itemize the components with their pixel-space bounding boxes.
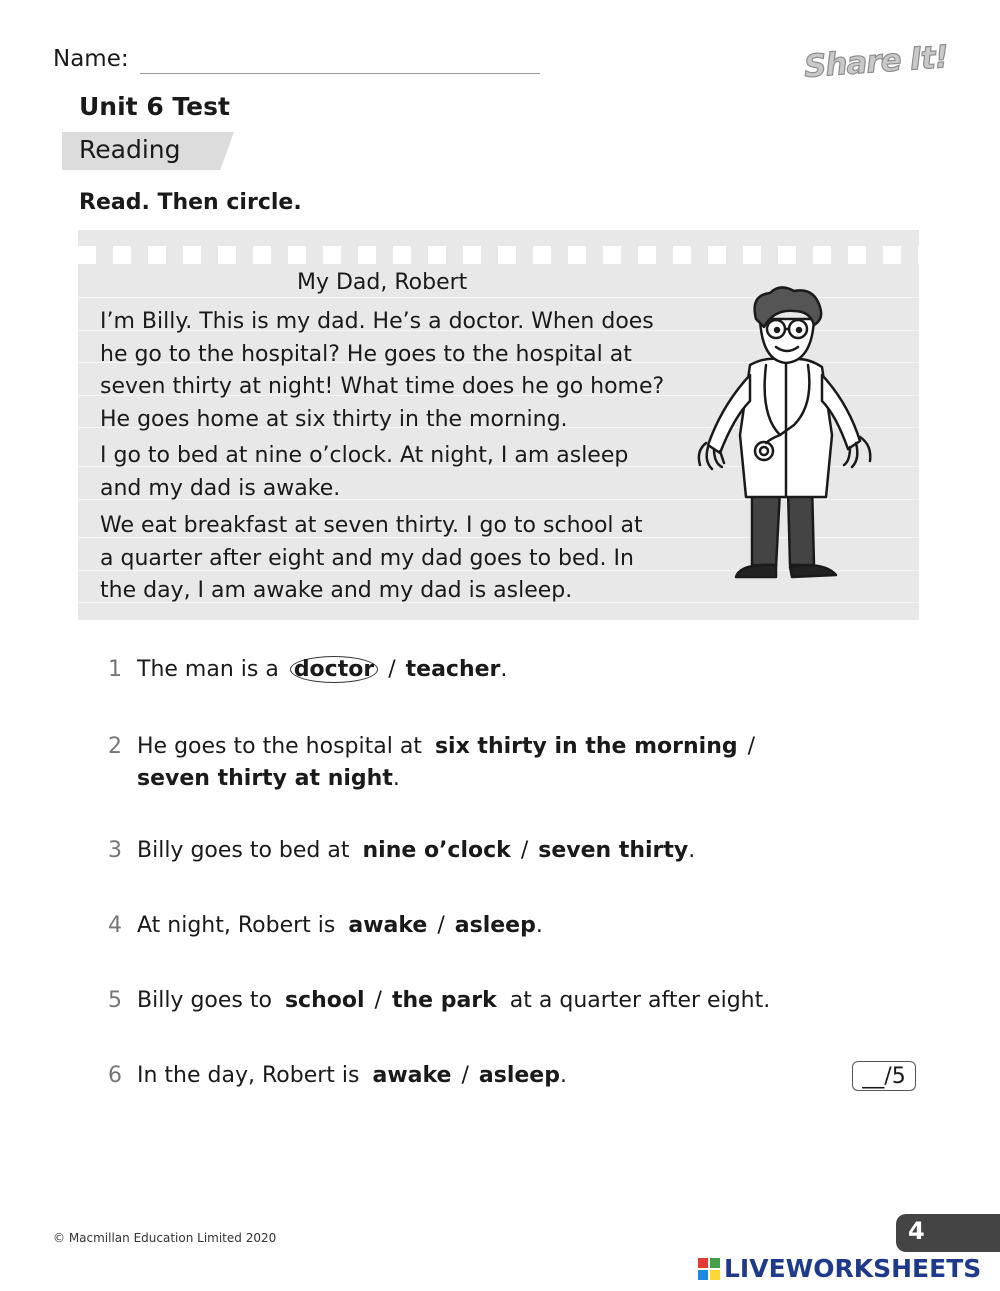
option-separator: /: [437, 913, 445, 938]
option-b[interactable]: seven thirty at night: [137, 766, 393, 791]
question-number: 4: [108, 913, 122, 938]
option-separator: /: [461, 1063, 469, 1088]
option-b[interactable]: seven thirty: [538, 838, 689, 863]
question-text: At night, Robert is: [137, 913, 336, 938]
option-b[interactable]: the park: [391, 988, 497, 1013]
question-number: 2: [108, 734, 122, 759]
question-number: 3: [108, 838, 122, 863]
liveworksheets-brand: [698, 1254, 981, 1283]
option-b[interactable]: asleep: [478, 1063, 560, 1088]
question-4: [108, 913, 543, 938]
page-number: 4: [908, 1217, 925, 1245]
question-tail: .: [559, 1063, 567, 1088]
question-text: Billy goes to: [137, 988, 272, 1013]
doctor-illustration: [690, 285, 890, 587]
option-a[interactable]: school: [284, 988, 365, 1013]
option-a[interactable]: awake: [372, 1063, 452, 1088]
option-a[interactable]: nine o’clock: [362, 838, 511, 863]
name-input-line[interactable]: [140, 73, 540, 74]
option-separator: /: [747, 734, 756, 759]
option-b[interactable]: asleep: [454, 913, 536, 938]
question-number: 6: [108, 1063, 122, 1088]
question-number: 1: [108, 657, 122, 682]
question-text: In the day, Robert is: [137, 1063, 360, 1088]
question-text: Billy goes to bed at: [137, 838, 350, 863]
question-tail: at a quarter after eight.: [509, 988, 771, 1013]
question-6: [108, 1063, 567, 1088]
question-3: [108, 838, 695, 863]
question-5: [108, 988, 770, 1013]
option-b[interactable]: teacher: [405, 657, 501, 682]
question-text: The man is a: [137, 657, 279, 682]
option-a[interactable]: awake: [348, 913, 428, 938]
question-tail: .: [688, 838, 696, 863]
section-label: Reading: [79, 135, 181, 164]
perforation-strip: [78, 246, 919, 264]
option-separator: /: [520, 838, 529, 863]
question-2: [108, 731, 765, 795]
story-paragraph-3: We eat breakfast at seven thirty. I go to school at a quarter after eight and my dad goes to bed. In the day, I am awake and my dad is asleep.: [100, 513, 643, 603]
copyright: © Macmillan Education Limited 2020: [53, 1231, 277, 1245]
question-tail: .: [500, 657, 508, 682]
share-it-logo: Share It!: [802, 39, 950, 85]
unit-title: Unit 6 Test: [79, 92, 230, 121]
question-tail: .: [535, 913, 543, 938]
score-box: __/5: [852, 1061, 916, 1091]
option-separator: /: [388, 657, 396, 682]
name-label: Name:: [53, 46, 129, 72]
story-paragraph-2: I go to bed at nine o’clock. At night, I am asleep and my dad is awake.: [100, 443, 629, 501]
question-tail: .: [392, 766, 400, 791]
liveworksheets-text: LIVEWORKSHEETS: [724, 1254, 982, 1283]
option-separator: /: [374, 988, 382, 1013]
story-paragraph-1: I’m Billy. This is my dad. He’s a doctor. When does he go to the hospital? He goes to the hospital at seven thirty at night! What time does he go home? He goes home at six thirty in the morning.: [100, 309, 665, 432]
story-title: My Dad, Robert: [297, 270, 468, 295]
liveworksheets-logo-icon: [698, 1258, 720, 1280]
question-text: He goes to the hospital at: [137, 734, 422, 759]
question-number: 5: [108, 988, 122, 1013]
option-a-circled[interactable]: doctor: [290, 656, 378, 683]
instruction: Read. Then circle.: [79, 190, 302, 215]
question-1: [108, 656, 507, 683]
option-a[interactable]: six thirty in the morning: [434, 734, 738, 759]
